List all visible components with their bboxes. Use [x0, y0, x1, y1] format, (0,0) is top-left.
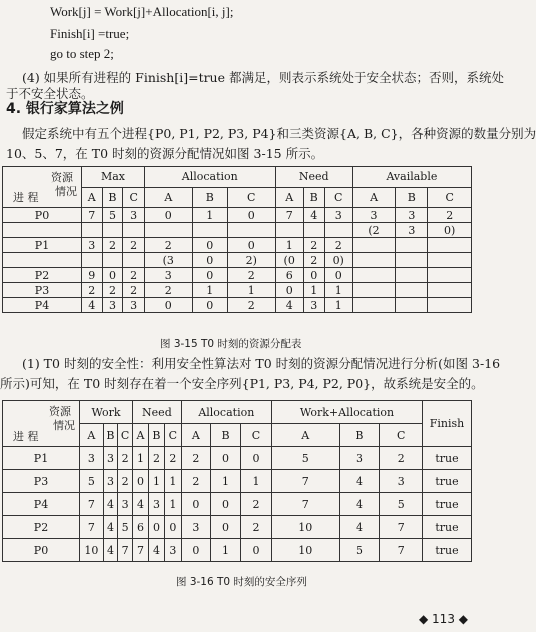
value-cell	[324, 223, 352, 238]
value-cell: 3	[103, 447, 117, 470]
value-cell: 2	[82, 283, 103, 298]
header-finish: Finish	[423, 401, 472, 447]
value-cell: 2	[240, 516, 271, 539]
subheader-cell: B	[339, 424, 380, 447]
value-cell: 1	[192, 283, 227, 298]
header-max: Max	[82, 167, 145, 188]
finish-cell: true	[423, 539, 472, 562]
value-cell: 2	[303, 253, 324, 268]
value-cell	[352, 298, 395, 313]
value-cell: 1	[165, 470, 182, 493]
value-cell: 4	[275, 298, 303, 313]
value-cell: 10	[271, 539, 339, 562]
subheader-cell: A	[80, 424, 104, 447]
value-cell: 3	[380, 470, 423, 493]
header-allocation: Allocation	[144, 167, 275, 188]
subheader-cell: C	[324, 187, 352, 208]
value-cell: 1	[324, 298, 352, 313]
corner-resource-label: 资源	[51, 171, 73, 184]
value-cell: 1	[275, 238, 303, 253]
table-row	[3, 253, 472, 268]
header-work: Work	[80, 401, 133, 424]
algo-line-1: Work[j] = Work[j]+Allocation[i, j];	[50, 4, 234, 19]
value-cell: 0	[144, 298, 192, 313]
value-cell: 5	[339, 539, 380, 562]
value-cell	[428, 298, 472, 313]
value-cell	[352, 268, 395, 283]
process-cell: P4	[3, 493, 80, 516]
value-cell: 2	[144, 238, 192, 253]
paragraph-2-line-1: (1) T0 时刻的安全性：利用安全性算法对 T0 时刻的资源分配情况进行分析(如图 3-16	[22, 356, 501, 371]
subheader-cell: A	[352, 187, 395, 208]
value-cell: 10	[271, 516, 339, 539]
subheader-cell: A	[275, 187, 303, 208]
subheader-cell: A	[271, 424, 339, 447]
table-row	[3, 493, 472, 516]
subheader-cell: B	[303, 187, 324, 208]
value-cell	[396, 283, 428, 298]
value-cell: 2	[380, 447, 423, 470]
value-cell: 2	[118, 447, 133, 470]
value-cell: 0	[181, 493, 210, 516]
value-cell: 3	[339, 447, 380, 470]
value-cell: 3	[165, 539, 182, 562]
table-row	[3, 447, 472, 470]
value-cell	[396, 253, 428, 268]
value-cell: 2	[227, 298, 275, 313]
value-cell: 0	[227, 238, 275, 253]
header-need: Need	[275, 167, 352, 188]
page-number: ◆ 113 ◆	[419, 612, 468, 626]
value-cell: 7	[82, 208, 103, 223]
value-cell: 1	[227, 283, 275, 298]
value-cell	[396, 298, 428, 313]
value-cell: 5	[102, 208, 123, 223]
process-cell	[3, 223, 82, 238]
algo-line-3: go to step 2;	[50, 46, 114, 61]
subheader-cell: C	[380, 424, 423, 447]
corner2-process-label: 进 程	[13, 430, 39, 443]
value-cell: 1	[192, 208, 227, 223]
value-cell	[144, 223, 192, 238]
value-cell	[428, 283, 472, 298]
subheader-cell: C	[165, 424, 182, 447]
corner2-status-label: 情况	[53, 419, 75, 432]
finish-cell: true	[423, 516, 472, 539]
value-cell: 0	[102, 268, 123, 283]
value-cell: 7	[133, 539, 149, 562]
value-cell: 3	[80, 447, 104, 470]
value-cell: 0	[192, 298, 227, 313]
subheader-cell: C	[123, 187, 145, 208]
table-row	[3, 298, 472, 313]
value-cell: 2	[123, 238, 145, 253]
value-cell: 7	[271, 493, 339, 516]
table-row	[3, 208, 472, 223]
table-row	[3, 268, 472, 283]
header-allocation-2: Allocation	[181, 401, 271, 424]
value-cell: 4	[82, 298, 103, 313]
value-cell: 2	[123, 283, 145, 298]
value-cell: 7	[380, 539, 423, 562]
table-corner	[3, 167, 82, 208]
finish-cell: true	[423, 493, 472, 516]
value-cell: 2	[165, 447, 182, 470]
process-cell: P3	[3, 470, 80, 493]
process-cell: P4	[3, 298, 82, 313]
value-cell: 0	[275, 283, 303, 298]
value-cell: 3	[352, 208, 395, 223]
subheader-cell: A	[181, 424, 210, 447]
process-cell: P1	[3, 238, 82, 253]
subheader-cell: A	[144, 187, 192, 208]
value-cell: 2	[102, 238, 123, 253]
value-cell	[396, 238, 428, 253]
header-available: Available	[352, 167, 471, 188]
table-row	[3, 283, 472, 298]
subheader-cell: B	[396, 187, 428, 208]
value-cell: 2	[118, 470, 133, 493]
value-cell: 3	[148, 493, 164, 516]
value-cell	[428, 238, 472, 253]
value-cell: 1	[133, 447, 149, 470]
value-cell	[352, 238, 395, 253]
value-cell: 4	[103, 516, 117, 539]
value-cell	[102, 253, 123, 268]
value-cell: 2	[144, 283, 192, 298]
subheader-cell: C	[240, 424, 271, 447]
value-cell	[303, 223, 324, 238]
paragraph-1-line-1: 假定系统中有五个进程{P0, P1, P2, P3, P4}和三类资源{A, B, C}，各种资源的数量分别为	[22, 126, 536, 141]
value-cell	[192, 223, 227, 238]
value-cell: 3	[103, 470, 117, 493]
value-cell: 3	[396, 223, 428, 238]
value-cell: 0	[211, 447, 241, 470]
value-cell: 4	[133, 493, 149, 516]
value-cell: 3	[123, 208, 145, 223]
figure-caption-3-15: 图 3-15 T0 时刻的资源分配表	[160, 338, 302, 350]
value-cell: 0	[324, 268, 352, 283]
value-cell: 1	[211, 539, 241, 562]
corner-process-label: 进 程	[13, 191, 39, 204]
value-cell: 0	[165, 516, 182, 539]
finish-cell: true	[423, 470, 472, 493]
value-cell: 4	[339, 493, 380, 516]
value-cell	[227, 223, 275, 238]
process-cell: P0	[3, 539, 80, 562]
value-cell: 3	[303, 298, 324, 313]
value-cell: 2	[303, 238, 324, 253]
subheader-cell: B	[103, 424, 117, 447]
value-cell: 0	[133, 470, 149, 493]
header-need-2: Need	[133, 401, 182, 424]
value-cell: 1	[324, 283, 352, 298]
subheader-cell: B	[192, 187, 227, 208]
process-cell: P3	[3, 283, 82, 298]
process-cell	[3, 253, 82, 268]
subheader-cell: B	[211, 424, 241, 447]
table-row	[3, 223, 472, 238]
value-cell: 0	[192, 253, 227, 268]
value-cell: 1	[303, 283, 324, 298]
subheader-cell: A	[82, 187, 103, 208]
value-cell: 2	[123, 268, 145, 283]
section-heading: 4. 银行家算法之例	[6, 101, 124, 117]
value-cell: 6	[133, 516, 149, 539]
value-cell: 0	[211, 493, 241, 516]
value-cell: 3	[118, 493, 133, 516]
value-cell: 9	[82, 268, 103, 283]
value-cell: 2	[181, 470, 210, 493]
table-row	[3, 470, 472, 493]
value-cell: 4	[103, 539, 117, 562]
value-cell: 2	[102, 283, 123, 298]
value-cell: 2	[181, 447, 210, 470]
value-cell: 0	[181, 539, 210, 562]
table2-corner	[3, 401, 80, 447]
value-cell: 6	[275, 268, 303, 283]
value-cell: 4	[339, 470, 380, 493]
value-cell: 4	[303, 208, 324, 223]
value-cell: 1	[211, 470, 241, 493]
value-cell	[428, 253, 472, 268]
value-cell: 0	[148, 516, 164, 539]
value-cell: 0)	[428, 223, 472, 238]
value-cell: 0)	[324, 253, 352, 268]
subheader-cell: B	[102, 187, 123, 208]
value-cell: 1	[165, 493, 182, 516]
value-cell: (2	[352, 223, 395, 238]
value-cell	[275, 223, 303, 238]
value-cell: 7	[275, 208, 303, 223]
subheader-cell: C	[227, 187, 275, 208]
value-cell: 7	[80, 516, 104, 539]
table-row	[3, 238, 472, 253]
process-cell: P0	[3, 208, 82, 223]
value-cell: 4	[148, 539, 164, 562]
table-row	[3, 539, 472, 562]
value-cell: 3	[324, 208, 352, 223]
process-cell: P1	[3, 447, 80, 470]
value-cell: 2	[324, 238, 352, 253]
value-cell: 3	[396, 208, 428, 223]
value-cell: 5	[118, 516, 133, 539]
value-cell: 7	[271, 470, 339, 493]
value-cell: 7	[380, 516, 423, 539]
value-cell: (0	[275, 253, 303, 268]
value-cell: 5	[80, 470, 104, 493]
step4-line-2: 于不安全状态。	[6, 86, 94, 101]
value-cell	[102, 223, 123, 238]
value-cell: 2	[148, 447, 164, 470]
header-work-plus-allocation: Work+Allocation	[271, 401, 422, 424]
value-cell: 3	[144, 268, 192, 283]
subheader-cell: C	[428, 187, 472, 208]
value-cell: 5	[271, 447, 339, 470]
value-cell	[352, 283, 395, 298]
subheader-cell: A	[133, 424, 149, 447]
algo-line-2: Finish[i] =true;	[50, 26, 130, 41]
value-cell	[82, 223, 103, 238]
value-cell: 2)	[227, 253, 275, 268]
value-cell: 7	[80, 493, 104, 516]
process-cell: P2	[3, 516, 80, 539]
value-cell: 0	[227, 208, 275, 223]
value-cell: 5	[380, 493, 423, 516]
value-cell	[352, 253, 395, 268]
value-cell: 0	[144, 208, 192, 223]
table-row	[3, 516, 472, 539]
value-cell	[123, 253, 145, 268]
value-cell: 3	[102, 298, 123, 313]
resource-allocation-table	[2, 166, 472, 313]
value-cell: 0	[240, 447, 271, 470]
value-cell: 0	[192, 268, 227, 283]
value-cell: 2	[428, 208, 472, 223]
value-cell: (3	[144, 253, 192, 268]
value-cell	[123, 223, 145, 238]
figure-caption-3-16: 图 3-16 T0 时刻的安全序列	[176, 576, 307, 588]
paragraph-1-line-2: 10、5、7，在 T0 时刻的资源分配情况如图 3-15 所示。	[6, 146, 324, 161]
paragraph-2-line-2: 所示)可知，在 T0 时刻存在着一个安全序列{P1, P3, P4, P2, P0}，故系统是安全的。	[0, 376, 484, 391]
value-cell: 0	[211, 516, 241, 539]
value-cell: 3	[123, 298, 145, 313]
corner-status-label: 情况	[55, 185, 77, 198]
value-cell: 10	[80, 539, 104, 562]
safe-sequence-table	[2, 400, 472, 562]
value-cell: 7	[118, 539, 133, 562]
value-cell: 4	[103, 493, 117, 516]
value-cell: 0	[240, 539, 271, 562]
subheader-cell: B	[148, 424, 164, 447]
subheader-cell: C	[118, 424, 133, 447]
value-cell: 1	[240, 470, 271, 493]
value-cell: 4	[339, 516, 380, 539]
step4-line-1: (4) 如果所有进程的 Finish[i]=true 都满足，则表示系统处于安全状态；否则，系统处	[22, 70, 504, 85]
process-cell: P2	[3, 268, 82, 283]
finish-cell: true	[423, 447, 472, 470]
value-cell: 3	[181, 516, 210, 539]
value-cell	[428, 268, 472, 283]
value-cell: 0	[192, 238, 227, 253]
value-cell	[396, 268, 428, 283]
value-cell: 1	[148, 470, 164, 493]
value-cell: 2	[227, 268, 275, 283]
value-cell: 2	[240, 493, 271, 516]
value-cell	[82, 253, 103, 268]
corner2-resource-label: 资源	[49, 405, 71, 418]
value-cell: 3	[82, 238, 103, 253]
value-cell: 0	[303, 268, 324, 283]
